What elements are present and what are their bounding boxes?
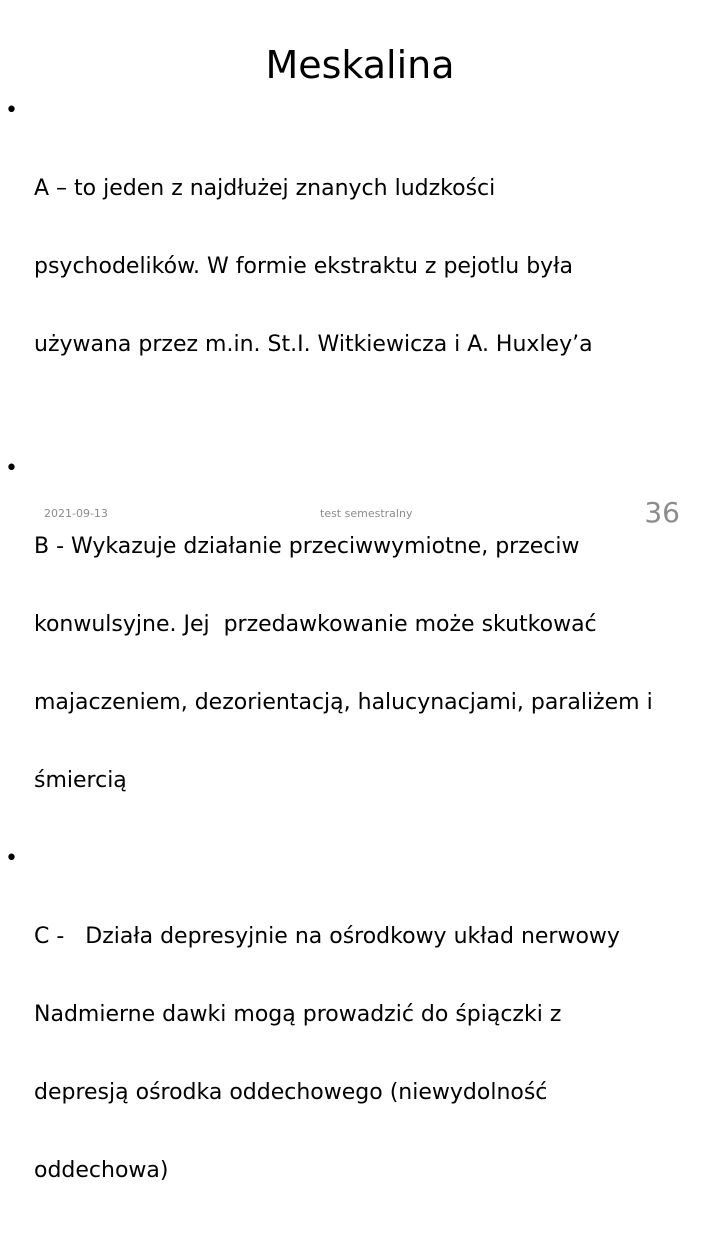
bullet-line: A – to jeden z najdłużej znanych ludzkości [34,176,496,201]
bullet-list [0,98,720,1236]
bullet-line: używana przez m.in. St.I. Witkiewicza i A. Huxley’a [34,332,593,357]
slide-number: 36 [644,496,680,529]
bullet-line: depresją ośrodka oddechowego (niewydolność [34,1080,548,1105]
bullet-line: B - Wykazuje działanie przeciwwymiotne, przeciw [34,534,580,559]
bullet-marker: • [5,456,18,481]
footer-text: test semestralny [320,507,413,520]
bullet-line: psychodelików. W formie ekstraktu z pejotlu była [34,254,573,279]
bullet-marker: • [5,846,18,871]
bullet-line: C - Działa depresyjnie na ośrodkowy układ nerwowy [34,924,620,949]
slide-title: Meskalina [265,43,455,87]
bullet-item-a [0,98,720,410]
bullet-line: majaczeniem, dezorientacją, halucynacjami, paraliżem i [34,690,653,715]
bullet-line: śmiercią [34,768,127,793]
footer-date: 2021-09-13 [44,507,108,520]
bullet-line: oddechowa) [34,1158,169,1183]
bullet-item-c [0,846,720,1236]
bullet-line: konwulsyjne. Jej przedawkowanie może skutkować [34,612,597,637]
bullet-line: Nadmierne dawki mogą prowadzić do śpiączki z [34,1002,562,1027]
bullet-marker: • [5,98,18,123]
